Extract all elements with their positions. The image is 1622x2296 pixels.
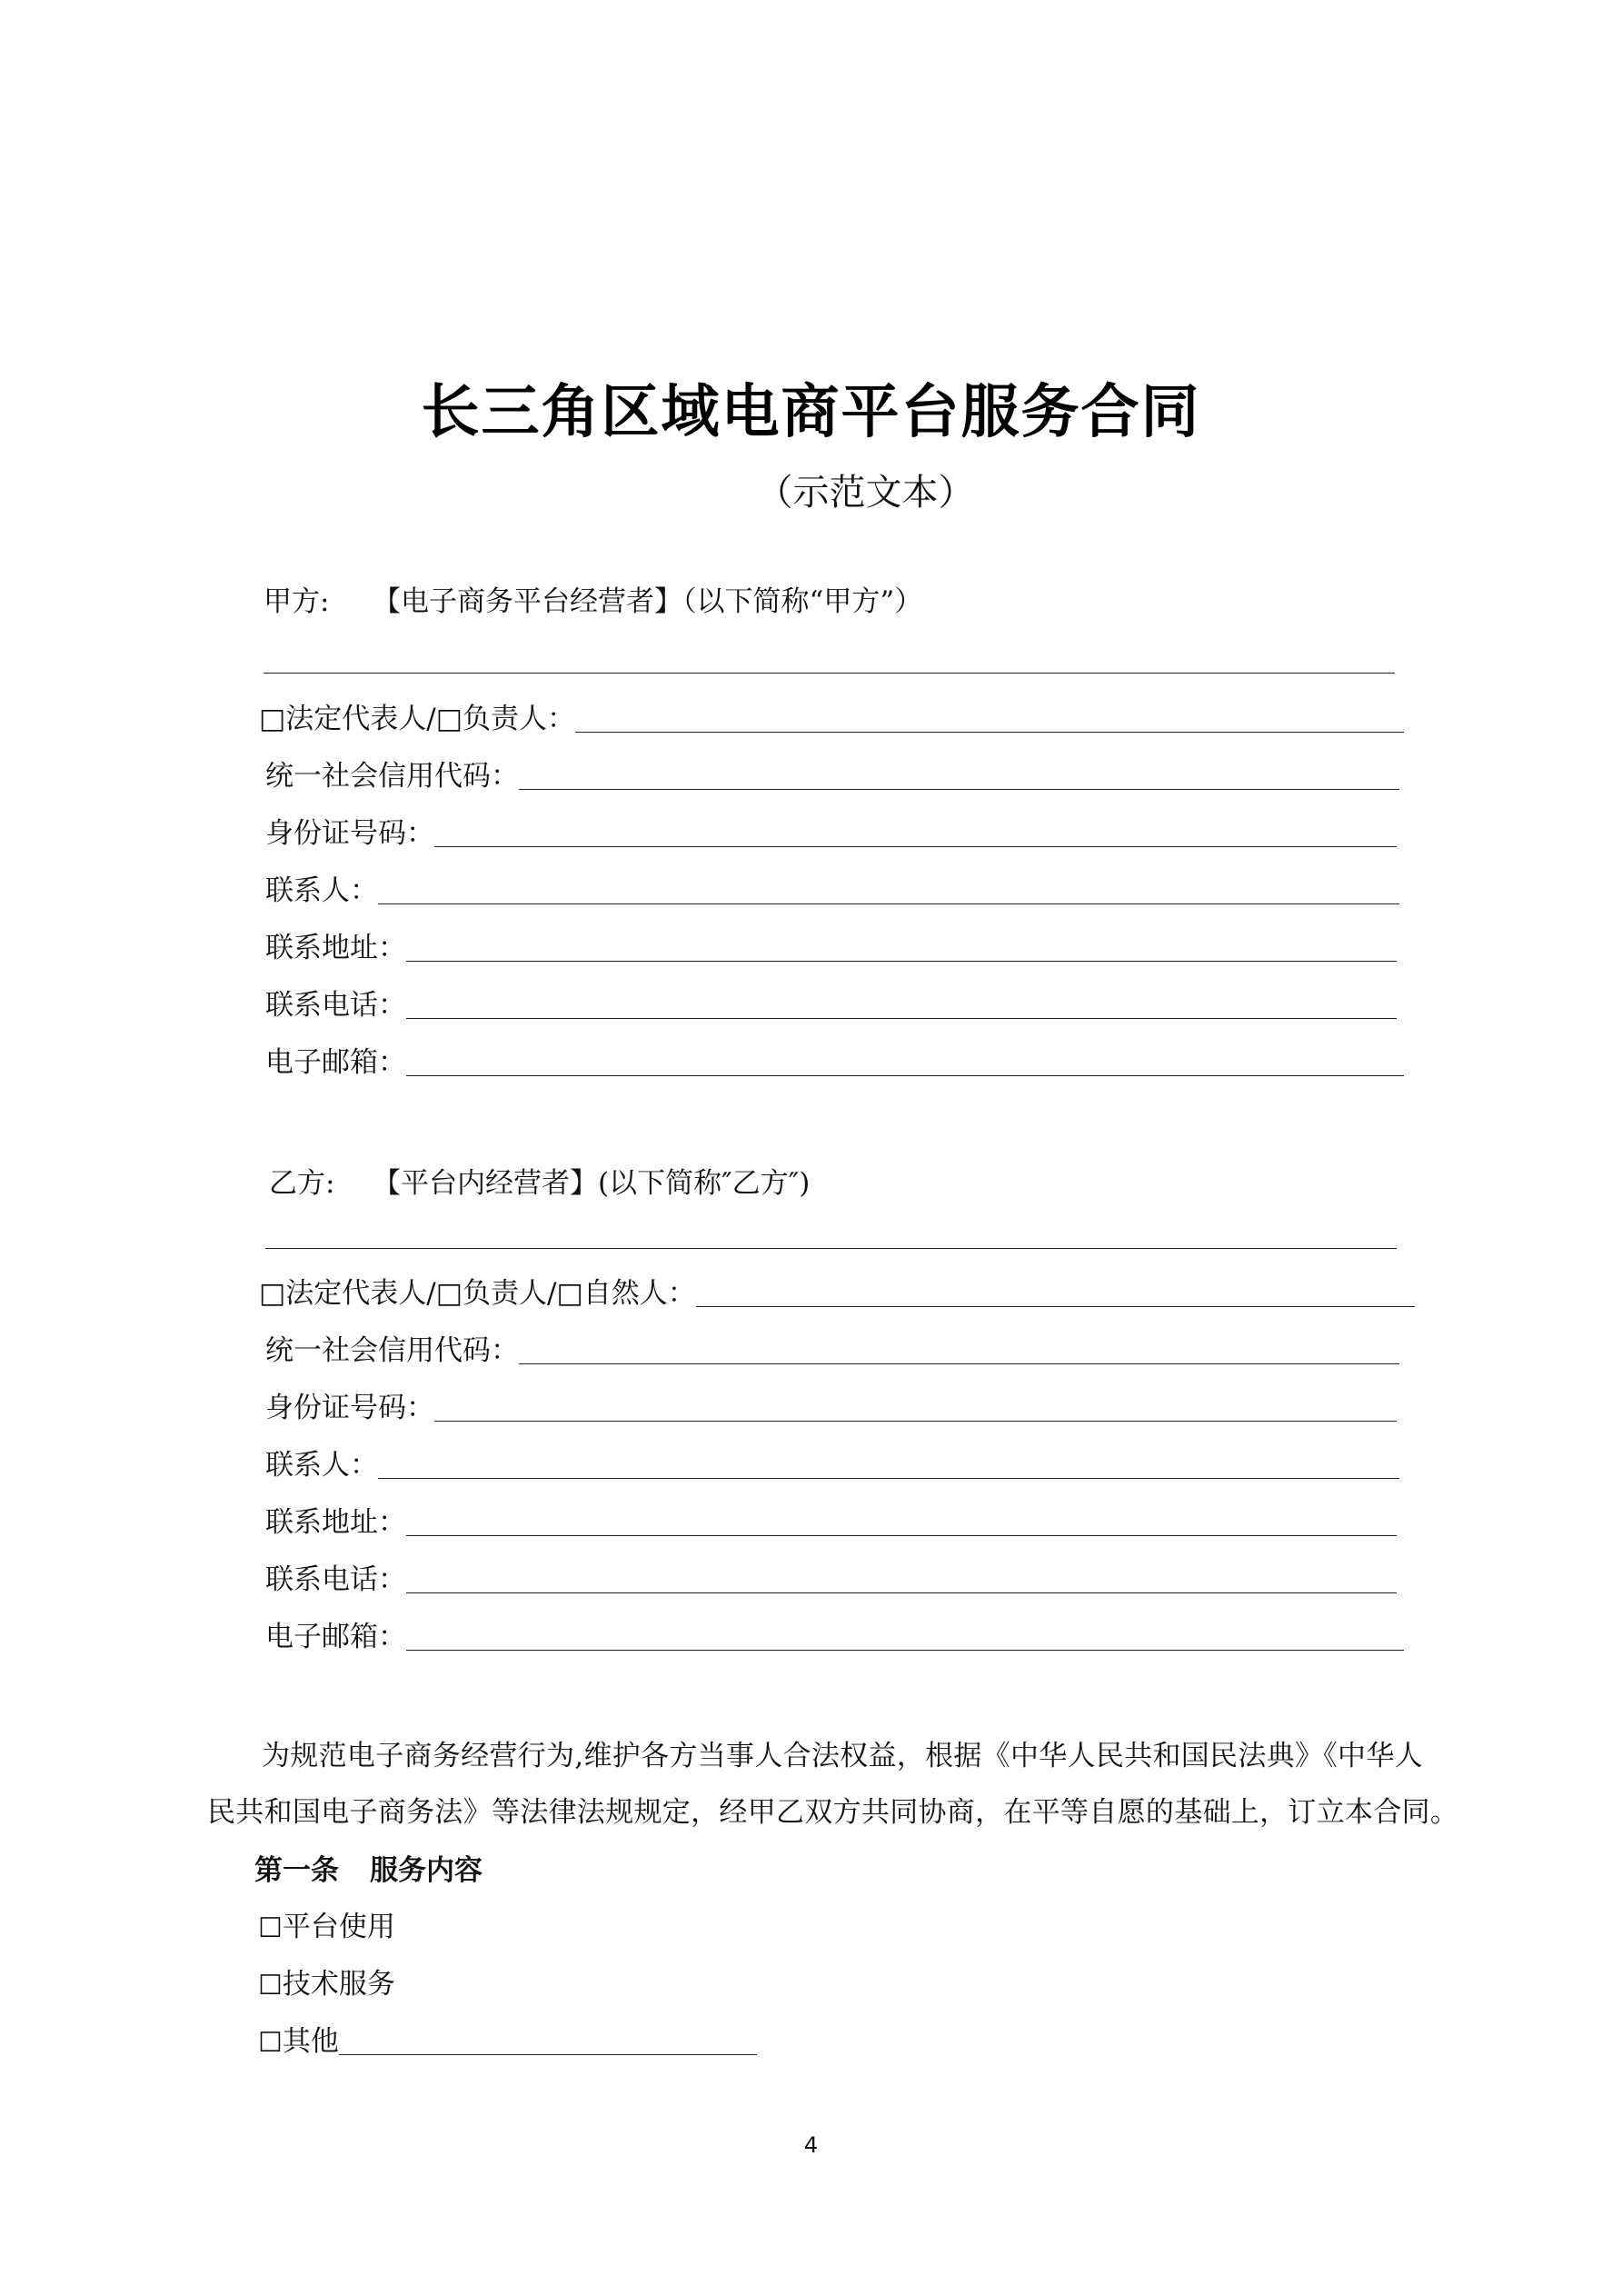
other-fill-line[interactable]: [339, 2054, 757, 2055]
fill-line[interactable]: [575, 732, 1404, 733]
checkbox-icon[interactable]: ☐: [258, 1970, 283, 2002]
party-a-address-field[interactable]: [265, 929, 1397, 965]
field-label: 联系人：: [265, 874, 378, 907]
fill-line[interactable]: [696, 1306, 1415, 1307]
article-title: 服务内容: [370, 1854, 483, 1887]
field-label: 联系人：: [265, 1449, 378, 1482]
party-b-contact-field[interactable]: [265, 1446, 1399, 1482]
fill-line[interactable]: [378, 1478, 1399, 1479]
field-label: 联系电话：: [265, 1563, 406, 1596]
checkbox-icon[interactable]: ☐: [258, 2027, 283, 2059]
party-b-id-number-field[interactable]: [265, 1389, 1397, 1425]
option-technical-service[interactable]: [258, 1961, 395, 2002]
party-a-credit-code-field[interactable]: [265, 757, 1399, 794]
party-a-description: 【电子商务平台经营者】（以下简称“甲方”）: [373, 585, 923, 618]
party-b-representative-field[interactable]: [259, 1274, 1415, 1311]
fill-line[interactable]: [434, 846, 1397, 847]
party-b-phone-field[interactable]: [265, 1561, 1397, 1597]
field-label: 联系电话：: [265, 989, 406, 1022]
party-a-heading: [264, 578, 922, 619]
fill-line[interactable]: [519, 1363, 1399, 1364]
party-a-name-line[interactable]: [264, 673, 1395, 674]
party-a-id-number-field[interactable]: [265, 814, 1397, 851]
party-a-contact-field[interactable]: [265, 872, 1399, 908]
field-label: □法定代表人/□负责人/□自然人：: [259, 1277, 696, 1310]
fill-line[interactable]: [406, 1535, 1397, 1536]
party-b-name-line[interactable]: [265, 1248, 1397, 1249]
party-a-phone-field[interactable]: [265, 986, 1397, 1023]
option-label: 技术服务: [282, 1968, 395, 2001]
field-label: 联系地址：: [265, 932, 406, 964]
party-b-email-field[interactable]: [265, 1618, 1404, 1654]
field-label: 统一社会信用代码：: [265, 1334, 519, 1367]
checkbox-icon[interactable]: ☐: [258, 1912, 283, 1944]
party-a-representative-field[interactable]: [259, 700, 1404, 736]
option-label: 平台使用: [282, 1911, 395, 1943]
party-b-label: 乙方:: [269, 1167, 335, 1200]
field-label: 联系地址：: [265, 1506, 406, 1539]
fill-line[interactable]: [378, 903, 1399, 904]
fill-line[interactable]: [519, 789, 1399, 790]
article-number: 第一条: [254, 1854, 339, 1887]
fill-line[interactable]: [406, 1018, 1397, 1019]
page-number: 4: [803, 2132, 819, 2158]
preamble-line-2: 民共和国电子商务法》等法律法规规定，经甲乙双方共同协商，在平等自愿的基础上，订立本合同。: [207, 1796, 1459, 1829]
preamble-line-1: 为规范电子商务经营行为,维护各方当事人合法权益，根据《中华人民共和国民法典》《中华人: [262, 1740, 1423, 1772]
fill-line[interactable]: [406, 1650, 1404, 1651]
field-label: 电子邮箱：: [265, 1046, 406, 1079]
option-platform-use[interactable]: [258, 1903, 395, 1944]
fill-line[interactable]: [434, 1421, 1397, 1422]
field-label: 电子邮箱：: [265, 1621, 406, 1653]
document-subtitle: （示范文本）: [756, 472, 975, 514]
party-b-heading: [269, 1160, 810, 1201]
party-b-credit-code-field[interactable]: [265, 1332, 1399, 1368]
document-title: 长三角区域电商平台服务合同: [421, 379, 1201, 446]
option-label: 其他: [282, 2025, 339, 2058]
article-1-heading: [254, 1847, 483, 1888]
fill-line[interactable]: [406, 961, 1397, 962]
field-label: 统一社会信用代码：: [265, 760, 519, 793]
field-label: □法定代表人/□负责人：: [259, 703, 576, 735]
party-b-description: 【平台内经营者】(以下简称″乙方″): [373, 1167, 811, 1200]
fill-line[interactable]: [406, 1592, 1397, 1593]
option-other[interactable]: [258, 2018, 757, 2059]
field-label: 身份证号码：: [265, 1392, 434, 1424]
party-a-label: 甲方:: [264, 585, 330, 618]
field-label: 身份证号码：: [265, 817, 434, 850]
fill-line[interactable]: [406, 1075, 1404, 1076]
party-b-address-field[interactable]: [265, 1503, 1397, 1540]
party-a-email-field[interactable]: [265, 1043, 1404, 1080]
